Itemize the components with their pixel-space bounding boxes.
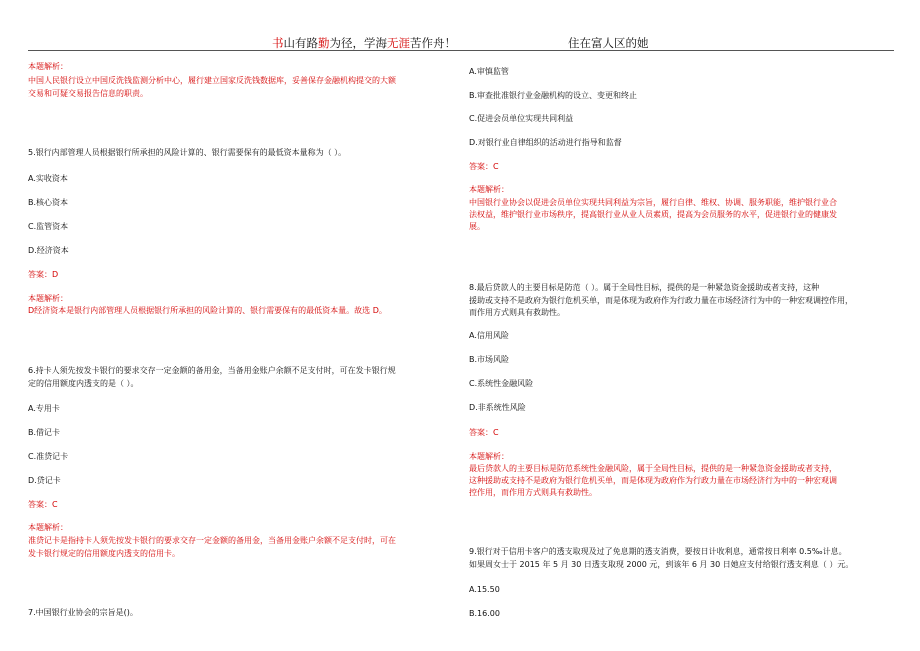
analysis-text: 中国人民银行设立中国反洗钱监测分析中心，履行建立国家反洗钱数据库，妥善保存金融机构提交的大额 xyxy=(28,76,396,85)
analysis-label: 本题解析： xyxy=(28,523,68,532)
question-text: 如果周女士于 2015 年 5 月 30 日透支取现 2000 元，到该年 6 月 30 日她应支付给银行透支利息（ ）元。 xyxy=(469,560,854,569)
analysis-label: 本题解析： xyxy=(28,62,68,71)
option: B.市场风险 xyxy=(469,355,510,364)
analysis-text: 发卡银行规定的信用额度内透支的信用卡。 xyxy=(28,549,180,558)
analysis-label: 本题解析： xyxy=(28,294,68,303)
analysis-text: 中国银行业协会以促进会员单位实现共同利益为宗旨，履行自律、维权、协调、服务职能，维护银行业合 xyxy=(469,198,837,207)
analysis-label: 本题解析： xyxy=(469,185,509,194)
analysis-text: 控作用，而作用方式则具有救助性。 xyxy=(469,488,597,497)
option: D.非系统性风险 xyxy=(469,403,526,412)
answer: 答案：C xyxy=(469,428,499,437)
option: C.系统性金融风险 xyxy=(469,379,534,388)
question-text: 援助或支持不是政府为银行危机买单，而是体现为政府作为行政力量在市场经济行为中的一种宏观调控作用， xyxy=(469,296,853,305)
question-text: 而作用方式则具有救助性。 xyxy=(469,308,565,317)
header-divider xyxy=(28,50,894,51)
option: D.对银行业自律组织的活动进行指导和监督 xyxy=(469,138,622,147)
option: A.信用风险 xyxy=(469,331,509,340)
analysis-text: D经济资本是银行内部管理人员根据银行所承担的风险计算的、银行需要保有的最低资本量。故选 D。 xyxy=(28,306,387,315)
question-text: 7.中国银行业协会的宗旨是()。 xyxy=(28,608,138,617)
analysis-text: 展。 xyxy=(469,222,485,231)
option: B.审查批准银行业金融机构的设立、变更和终止 xyxy=(469,91,638,100)
option: C.准贷记卡 xyxy=(28,452,69,461)
analysis-text: 交易和可疑交易报告信息的职责。 xyxy=(28,89,148,98)
analysis-text: 这种援助或支持不是政府为银行危机买单，而是体现为政府作为行政力量在市场经济行为中的一种宏观调 xyxy=(469,476,837,485)
option: A.专用卡 xyxy=(28,404,60,413)
question-text: 9.银行对于信用卡客户的透支取现及过了免息期的透支消费，要按日计收利息，通常按日利率 0.5‰计息。 xyxy=(469,547,847,556)
option: C.监管资本 xyxy=(28,222,69,231)
question-text: 8.最后贷款人的主要目标是防范（ ）。属于全局性目标，提供的是一种紧急资金援助或者支持，这种 xyxy=(469,283,820,292)
answer: 答案：D xyxy=(28,270,59,279)
motto-part: 勤 xyxy=(318,36,330,50)
option: D.贷记卡 xyxy=(28,476,61,485)
motto-part: 为径，学海 xyxy=(329,36,387,50)
analysis-text: 法权益，维护银行业市场秩序，提高银行业从业人员素质，提高为会员服务的水平，促进银行业的健康发 xyxy=(469,210,837,219)
option: B.16.00 xyxy=(469,609,500,618)
motto-part: 山有路 xyxy=(283,36,318,50)
header-author: 住在富人区的她 xyxy=(568,36,649,50)
question-text: 6.持卡人须先按发卡银行的要求交存一定金额的备用金，当备用金账户余额不足支付时，可在发卡银行规 xyxy=(28,366,396,375)
option: A.15.50 xyxy=(469,585,500,594)
option: A.实收资本 xyxy=(28,174,68,183)
answer: 答案：C xyxy=(28,500,58,509)
motto-part: 书 xyxy=(272,36,284,50)
option: B.借记卡 xyxy=(28,428,61,437)
analysis-label: 本题解析： xyxy=(469,452,509,461)
motto-part: 无涯 xyxy=(387,36,410,50)
question-text: 定的信用额度内透支的是（ ）。 xyxy=(28,379,139,388)
option: C.促进会员单位实现共同利益 xyxy=(469,114,574,123)
analysis-text: 最后贷款人的主要目标是防范系统性金融风险，属于全局性目标，提供的是一种紧急资金援助或者支持， xyxy=(469,464,837,473)
answer: 答案：C xyxy=(469,162,499,171)
analysis-text: 准贷记卡是指持卡人须先按发卡银行的要求交存一定金额的备用金，当备用金账户余额不足支付时，可在 xyxy=(28,536,396,545)
header-motto xyxy=(272,35,456,51)
motto-part: 苦作舟！ xyxy=(410,36,456,50)
question-text: 5.银行内部管理人员根据银行所承担的风险计算的、银行需要保有的最低资本量称为（ ）。 xyxy=(28,148,347,157)
option: D.经济资本 xyxy=(28,246,69,255)
option: B.核心资本 xyxy=(28,198,69,207)
option: A.审慎监管 xyxy=(469,67,509,76)
